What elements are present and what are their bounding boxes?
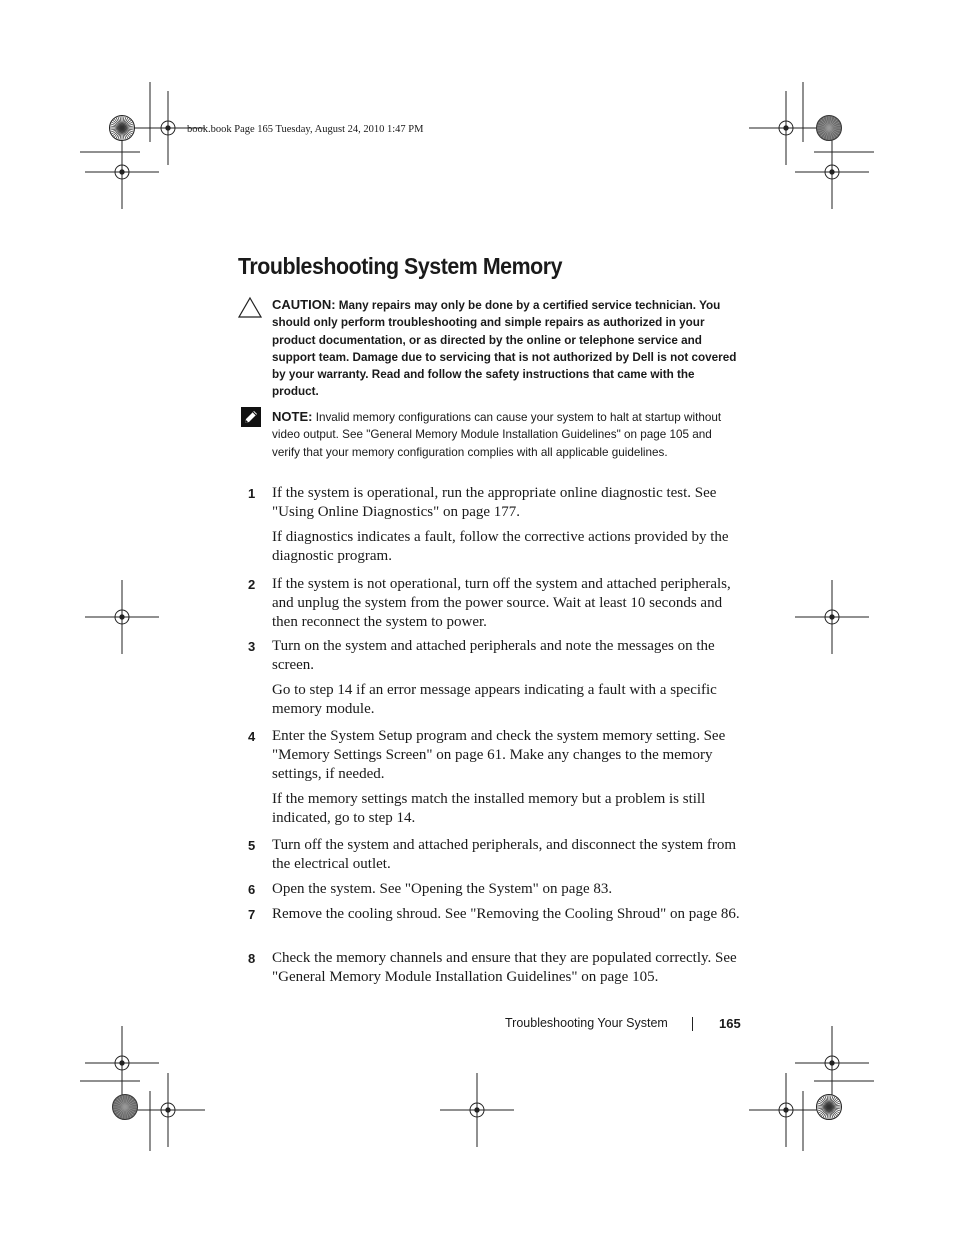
step-text: If the system is operational, run the appropriate online diagnostic test. See "Using Online Diagnostics" on page 177. [272, 485, 717, 520]
caution-label: CAUTION: [272, 297, 336, 312]
page-title: Troubleshooting System Memory [238, 253, 563, 279]
step-number: 7 [248, 907, 256, 922]
registration-starburst [110, 116, 135, 141]
crosshair-mark [85, 1026, 159, 1100]
step-text: Open the system. See "Opening the System" on page 83. [272, 881, 613, 897]
crosshair-mark [440, 1073, 514, 1147]
footer-section-title: Troubleshooting Your System [505, 1016, 668, 1030]
crosshair-mark [795, 580, 869, 654]
step-number: 2 [248, 577, 256, 592]
step-extra-text: Go to step 14 if an error message appears indicating a fault with a specific memory module. [272, 682, 717, 717]
note-pencil-icon [240, 406, 262, 428]
registration-starburst [113, 1095, 138, 1120]
step-text: Turn off the system and attached peripherals, and disconnect the system from the electrical outlet. [272, 837, 737, 872]
caution-notice [272, 296, 742, 401]
note-label: NOTE: [272, 409, 313, 424]
step-number: 3 [248, 639, 256, 654]
step-text: Check the memory channels and ensure that they are populated correctly. See "General Memory Module Installation Guidelines" on page 105. [272, 950, 737, 985]
print-header: book.book Page 165 Tuesday, August 24, 2010 1:47 PM [187, 124, 424, 135]
step-extra-text: If the memory settings match the installed memory but a problem is still indicated, go to step 14. [272, 791, 706, 826]
step-text: Remove the cooling shroud. See "Removing the Cooling Shroud" on page 86. [272, 906, 740, 922]
crosshair-mark [795, 1026, 869, 1100]
registration-starburst [817, 116, 842, 141]
caution-triangle-icon [238, 296, 262, 320]
crosshair-mark [85, 580, 159, 654]
caution-text: Many repairs may only be done by a certified service technician. You should only perform troubleshooting and simple repairs as authorized in your product documentation, or as directed by the online or telephone service and support team. Damage due to servicing that is not authorized by Dell is not covered by your warranty. Read and follow the safety instructions that came with the product. [272, 299, 737, 399]
step-number: 6 [248, 882, 256, 897]
crosshair-mark [749, 1073, 823, 1147]
step-text: Turn on the system and attached peripherals and note the messages on the screen. [272, 638, 715, 673]
registration-starburst [817, 1095, 842, 1120]
step-extra-text: If diagnostics indicates a fault, follow the corrective actions provided by the diagnostic program. [272, 529, 729, 564]
step-number: 1 [248, 486, 256, 501]
step-number: 5 [248, 838, 256, 853]
step-number: 8 [248, 951, 256, 966]
crosshair-mark [131, 1073, 205, 1147]
page-number: 165 [719, 1016, 741, 1031]
note-notice [272, 408, 742, 461]
note-text: Invalid memory configurations can cause your system to halt at startup without video output. See "General Memory Module Installation Guidelines" on page 105 and verify that your memory configuration complies with all applicable guidelines. [272, 411, 722, 459]
crosshair-mark [795, 135, 869, 209]
footer-separator [692, 1017, 693, 1031]
crosshair-mark [85, 135, 159, 209]
step-number: 4 [248, 729, 256, 744]
step-text: Enter the System Setup program and check the system memory setting. See "Memory Settings Screen" on page 61. Make any changes to the memory settings, if needed. [272, 728, 726, 782]
crosshair-mark [749, 91, 823, 165]
step-text: If the system is not operational, turn off the system and attached peripherals, and unplug the system from the power source. Wait at least 10 seconds and then reconnect the system to power. [272, 576, 731, 630]
